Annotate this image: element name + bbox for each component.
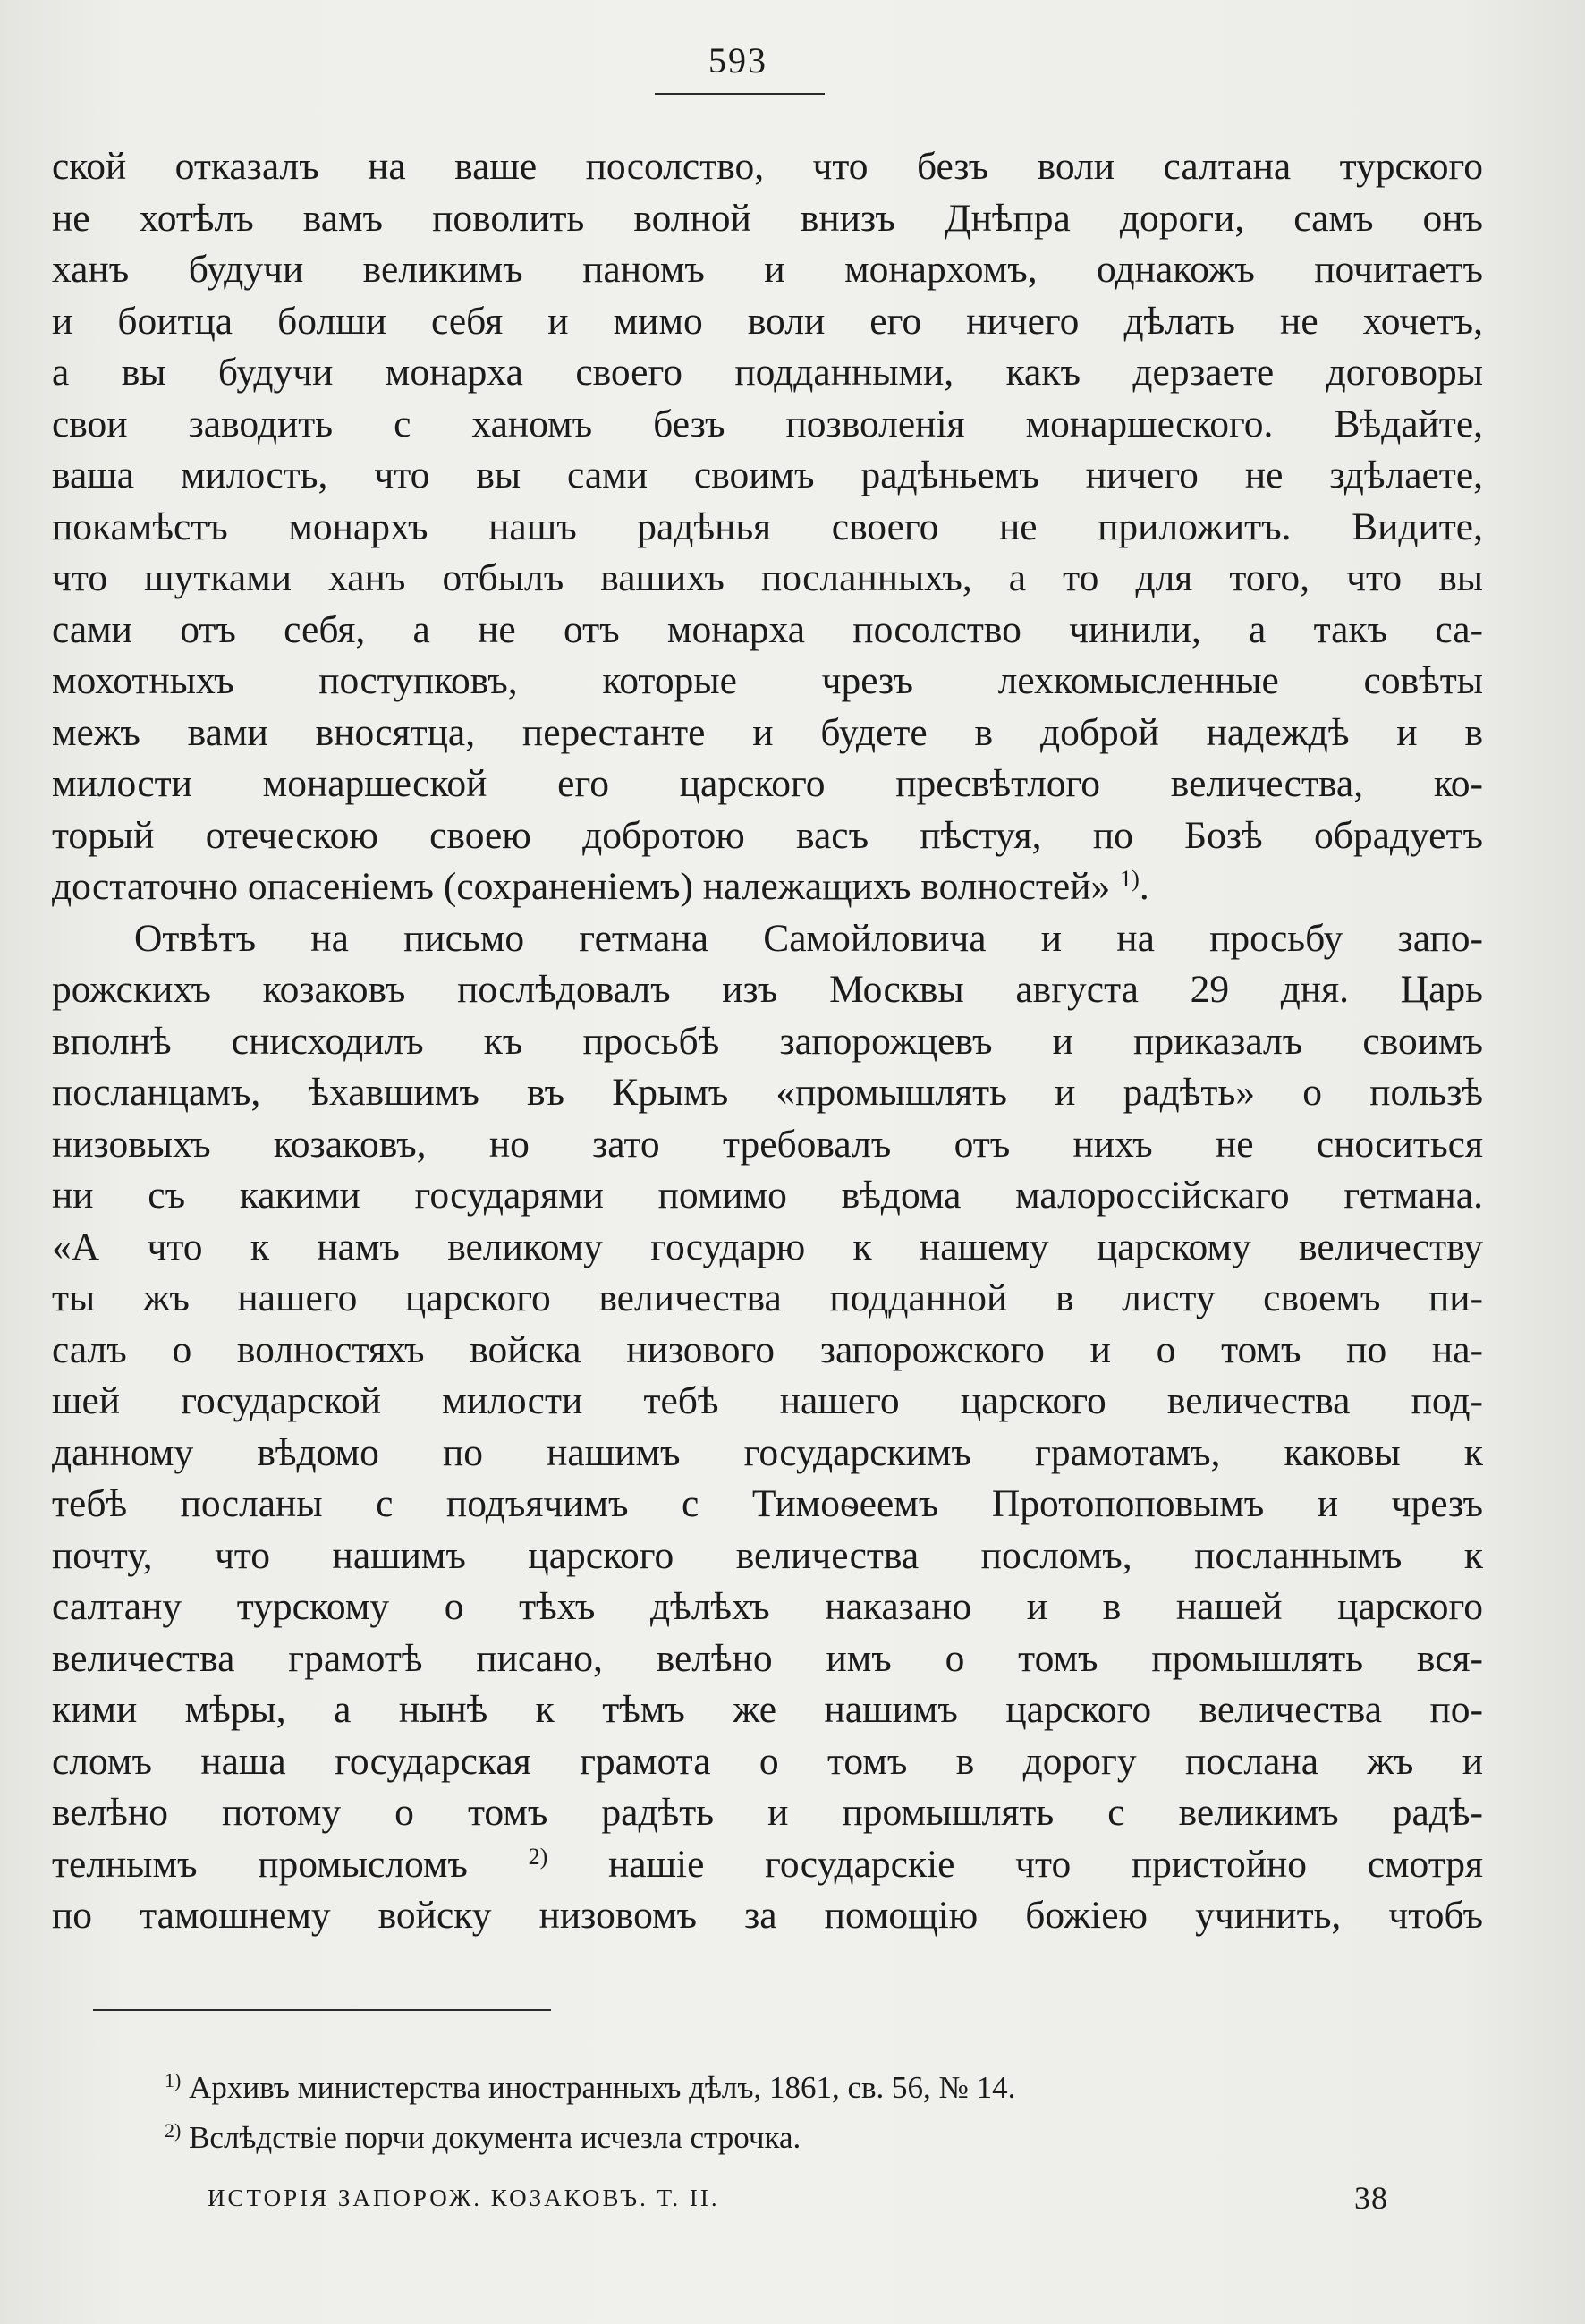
footnote-marker: 2)	[165, 2119, 182, 2142]
text-line: ни съ какими государями помимо вѣдома малороссійскаго гетмана.	[52, 1174, 1483, 1217]
footnote-rule	[93, 2009, 551, 2011]
text-line: величества грамотѣ писано, велѣно имъ о томъ промышлять вся-	[52, 1636, 1483, 1680]
text-line: кими мѣры, а нынѣ к тѣмъ же нашимъ царского величества по-	[52, 1688, 1483, 1731]
text-line: сломъ наша государская грамота о томъ в дорогу послана жъ и	[52, 1739, 1483, 1783]
signature-number: 38	[1354, 2180, 1388, 2216]
text-line: данному вѣдомо по нашимъ государскимъ грамотамъ, каковы к	[52, 1430, 1483, 1474]
footnote-text: Архивъ министерства иностранныхъ дѣлъ, 1861, св. 56, № 14.	[189, 2070, 1016, 2105]
text-line: свои заводить с ханомъ безъ позволенія монаршеского. Вѣдайте,	[52, 402, 1483, 445]
text-line: что шутками ханъ отбылъ вашихъ посланныхъ, а то для того, что вы	[52, 556, 1483, 599]
text-line: рожскихъ козаковъ послѣдовалъ изъ Москвы августа 29 дня. Царь	[52, 968, 1483, 1011]
text-line: торый отеческою своею добротою васъ пѣстуя, по Бозѣ обрадуетъ	[52, 813, 1483, 857]
paragraph-end-punct: .	[1139, 865, 1149, 908]
text-line: и боитца болши себя и мимо воли его ничего дѣлать не хочетъ,	[52, 299, 1483, 343]
text-line: салтану турскому о тѣхъ дѣлѣхъ наказано и в нашей царского	[52, 1585, 1483, 1628]
text-line: шей государской милости тебѣ нашего царского величества под-	[52, 1379, 1483, 1422]
signature-title: ИСТОРІЯ ЗАПОРОЖ. КОЗАКОВЪ. Т. II.	[208, 2184, 720, 2211]
footnote-marker: 1)	[165, 2069, 182, 2091]
text-line: межъ вами вносятца, перестанте и будете в доброй надеждѣ и в	[52, 710, 1483, 754]
page-number-rule	[655, 93, 825, 95]
text-line: низовыхъ козаковъ, но зато требовалъ отъ нихъ не сноситься	[52, 1122, 1483, 1166]
text-line: вполнѣ снисходилъ къ просьбѣ запорожцевъ и приказалъ своимъ	[52, 1019, 1483, 1063]
text-line: сами отъ себя, а не отъ монарха посолство чинили, а такъ са-	[52, 607, 1483, 651]
text-line: «А что к намъ великому государю к нашему царскому величеству	[52, 1225, 1483, 1268]
text-line-content: достаточно опасеніемъ (сохраненіемъ) належащихъ волностей»	[52, 865, 1111, 908]
text-line-with-ref: телнымъ промысломъ $^{2)}$ нашіе государскіе что пристойно смотря	[52, 1842, 1483, 1886]
text-line: милости монаршеской его царского пресвѣтлого величества, ко-	[52, 762, 1483, 805]
footnote-ref-2[interactable]: 2)	[528, 1843, 548, 1870]
text-line-indented: Отвѣтъ на письмо гетмана Самойловича и на просьбу запо-	[134, 916, 1483, 960]
page-number: 593	[708, 40, 767, 81]
text-line: мохотныхъ поступковъ, которые чрезъ лехкомысленные совѣты	[52, 659, 1483, 702]
text-line-para-end	[52, 861, 1483, 913]
text-line: тебѣ посланы с подъячимъ с Тимоѳеемъ Протопоповымъ и чрезъ	[52, 1482, 1483, 1525]
text-line: по тамошнему войску низовомъ за помощію божіею учинить, чтобъ	[52, 1894, 1483, 1937]
text-line: ханъ будучи великимъ паномъ и монархомъ, однакожъ почитаетъ	[52, 248, 1483, 291]
footnotes	[165, 2063, 1015, 2163]
text-line: ской отказалъ на ваше посолство, что безъ воли салтана турского	[52, 145, 1483, 188]
text-line: ваша милость, что вы сами своимъ радѣньемъ ничего не здѣлаете,	[52, 454, 1483, 496]
text-line: покамѣстъ монархъ нашъ радѣнья своего не приложитъ. Видите,	[52, 505, 1483, 548]
text-line: велѣно потому о томъ радѣть и промышлять с великимъ радѣ-	[52, 1791, 1483, 1834]
text-line: ты жъ нашего царского величества подданной в листу своемъ пи-	[52, 1277, 1483, 1319]
footnote-1	[165, 2063, 1015, 2113]
text-line: а вы будучи монарха своего подданными, какъ дерзаете договоры	[52, 351, 1483, 394]
text-line: салъ о волностяхъ войска низового запорожского и о томъ по на-	[52, 1327, 1483, 1371]
body-text	[52, 141, 1483, 1942]
footnote-2	[165, 2113, 1015, 2163]
text-line: не хотѣлъ вамъ поволить волной внизъ Днѣпра дороги, самъ онъ	[52, 196, 1483, 240]
text-line: почту, что нашимъ царского величества посломъ, посланнымъ к	[52, 1533, 1483, 1577]
text-line: посланцамъ, ѣхавшимъ въ Крымъ «промышлять и радѣть» о пользѣ	[52, 1071, 1483, 1114]
footnote-ref-1[interactable]: 1)	[1120, 866, 1140, 892]
footnote-text: Вслѣдствіе порчи документа исчезла строчка.	[189, 2120, 801, 2155]
